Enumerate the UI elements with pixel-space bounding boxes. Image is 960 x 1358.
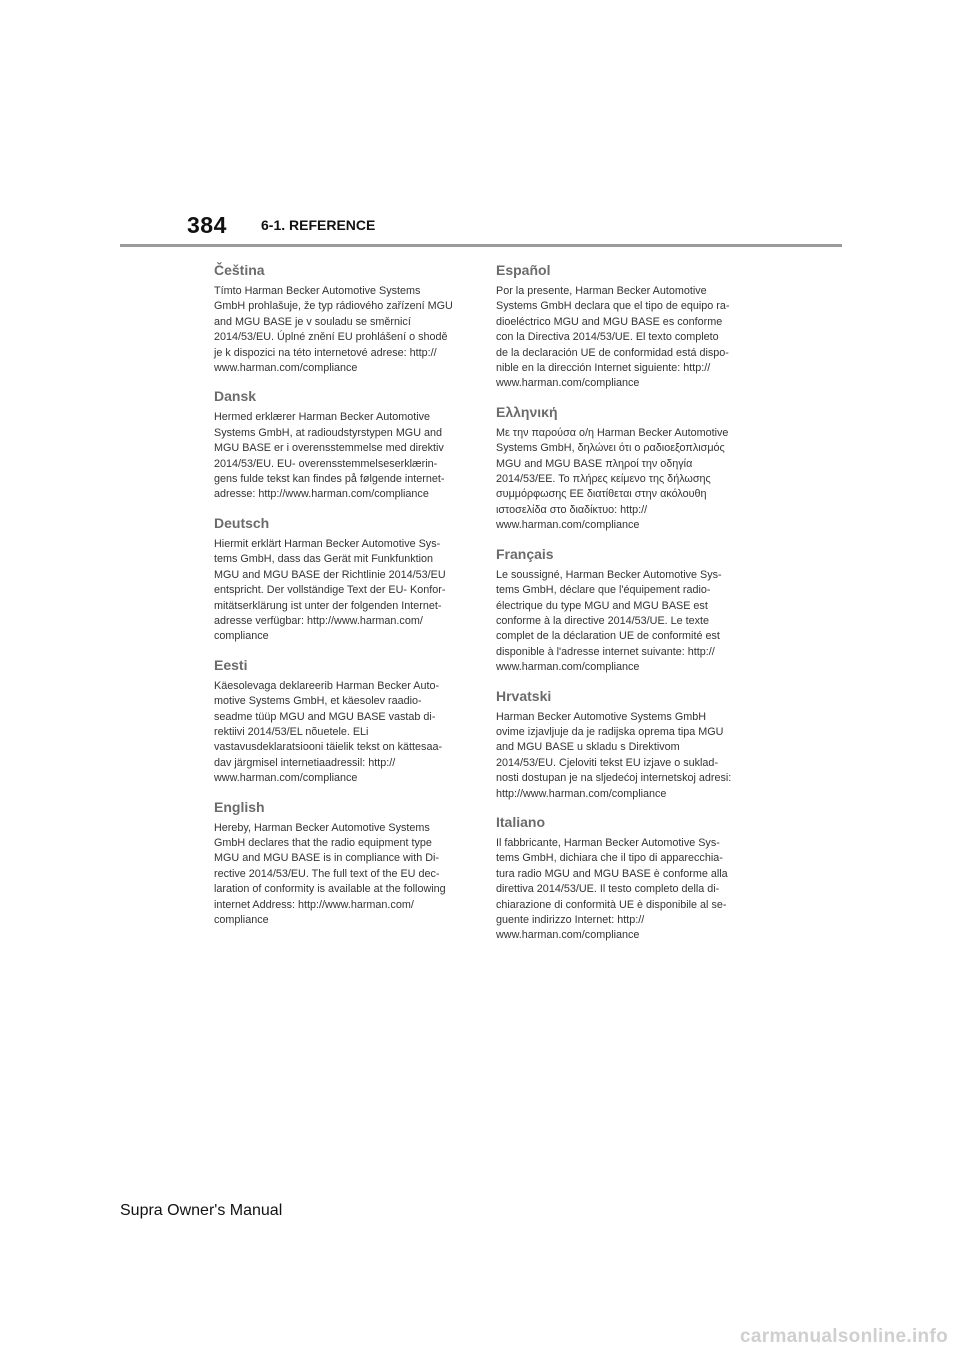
manual-title-footer: Supra Owner's Manual xyxy=(120,1202,283,1219)
declaration-text: Le soussigné, Harman Becker Automotive Sys- tems GmbH, déclare que l'équipement radio- électrique du type MGU and MGU BASE est conforme à la directive 2014/53/UE. Le texte complet de la déclaration UE de conformité est disponible à l'adresse internet suivante: http:// www.harman.com/compliance xyxy=(496,568,722,674)
language-heading: Italiano xyxy=(496,813,546,830)
language-entry-english xyxy=(214,799,466,929)
declaration-text: Hereby, Harman Becker Automotive Systems GmbH declares that the radio equipment type MGU and MGU BASE is in compliance with Di- rective 2014/53/EU. The full text of the EU dec- laration of conformity is available at the following internet Address: http://www.harman.com/ compliance xyxy=(214,821,446,926)
language-heading: Ελληνική xyxy=(496,403,558,420)
language-entry-espanol xyxy=(496,262,748,392)
language-entry-cestina xyxy=(214,262,466,376)
header-divider xyxy=(120,244,842,247)
language-heading: Čeština xyxy=(214,262,265,278)
language-entry-dansk xyxy=(214,388,466,502)
declaration-text: Tímto Harman Becker Automotive Systems GmbH prohlašuje, že typ rádiového zařízení MGU and MGU BASE je v souladu se směrnicí 2014/53/EU. Úplné znění EU prohlášení o shodě je k dispozici na této internetové adrese: http:// www.harman.com/compliance xyxy=(214,285,453,375)
right-column xyxy=(496,262,748,956)
language-heading: Eesti xyxy=(214,656,248,673)
declaration-text: Käesolevaga deklareerib Harman Becker Auto- motive Systems GmbH, et käesolev raadio- seadme tüüp MGU and MGU BASE vastab di- rektiivi 2014/53/EL nõuetele. ELi vastavusdeklaratsiooni täielik tekst on kättesaa- dav järgmisel internetiaadressil: http:// www.harman.com/compliance xyxy=(214,679,443,785)
declaration-text: Με την παρούσα ο/η Harman Becker Automotive Systems GmbH, δηλώνει ότι ο ραδιοεξοπλισμός MGU and MGU BASE πληροί την οδηγία 2014/53/ΕΕ. Το πλήρες κείμενο της δήλωσης συμμόρφωσης ΕΕ διατίθεται στην ακόλουθη ιστοσελίδα στο διαδίκτυο: http:// www.harman.com/compliance xyxy=(496,426,729,532)
section-title: 6-1. REFERENCE xyxy=(261,217,376,233)
language-heading: Deutsch xyxy=(214,514,270,531)
language-entry-italiano xyxy=(496,814,748,944)
page-number: 384 xyxy=(187,212,227,238)
language-heading: English xyxy=(214,798,265,815)
left-column xyxy=(214,262,466,940)
declaration-text: Por la presente, Harman Becker Automotive Systems GmbH declara que el tipo de equipo ra- dioeléctrico MGU and MGU BASE es conforme con la Directiva 2014/53/UE. El texto completo de la declaración UE de conformidad está dispo- nible en la dirección Internet siguiente: http:// www.harman.com/compliance xyxy=(496,285,730,390)
language-heading: Español xyxy=(496,262,551,278)
language-entry-francais xyxy=(496,546,748,676)
declaration-text: Il fabbricante, Harman Becker Automotive Sys- tems GmbH, dichiara che il tipo di apparecchia- tura radio MGU and MGU BASE è conforme alla direttiva 2014/53/UE. Il testo completo della di- chiarazione di conformità UE è disponibile al se- guente indirizzo Internet: http:// www.harman.com/compliance xyxy=(496,836,728,942)
declaration-text: Hiermit erklärt Harman Becker Automotive Sys- tems GmbH, dass das Gerät mit Funkfunktion MGU and MGU BASE der Richtlinie 2014/53/EU entspricht. Der vollständige Text der EU- Konfor- mitätserklärung ist unter der folgenden Internet- adresse verfügbar: http://www.harman.com/ compliance xyxy=(214,537,446,643)
watermark-text: carmanualsonline.info xyxy=(740,1326,948,1347)
language-heading: Dansk xyxy=(214,388,257,405)
declaration-text: Hermed erklærer Harman Becker Automotive Systems GmbH, at radioudstyrstypen MGU and MGU BASE er i overensstemmelse med direktiv 2014/53/EU. EU- overensstemmelseserklærin- gens fulde tekst kan findes på følgende internet- adresse: http://www.harman.com/compliance xyxy=(214,411,445,501)
language-entry-deutsch xyxy=(214,515,466,645)
language-heading: Français xyxy=(496,545,554,562)
language-entry-hrvatski xyxy=(496,688,748,802)
language-entry-greek xyxy=(496,404,748,534)
declaration-text: Harman Becker Automotive Systems GmbH ovime izjavljuje da je radijska oprema tipa MGU and MGU BASE u skladu s Direktivom 2014/53/EU. Cjeloviti tekst EU izjave o suklad- nosti dostupan je na sljedećoj internetskoj adresi: http://www.harman.com/compliance xyxy=(496,710,732,800)
language-heading: Hrvatski xyxy=(496,687,552,704)
language-entry-eesti xyxy=(214,657,466,787)
